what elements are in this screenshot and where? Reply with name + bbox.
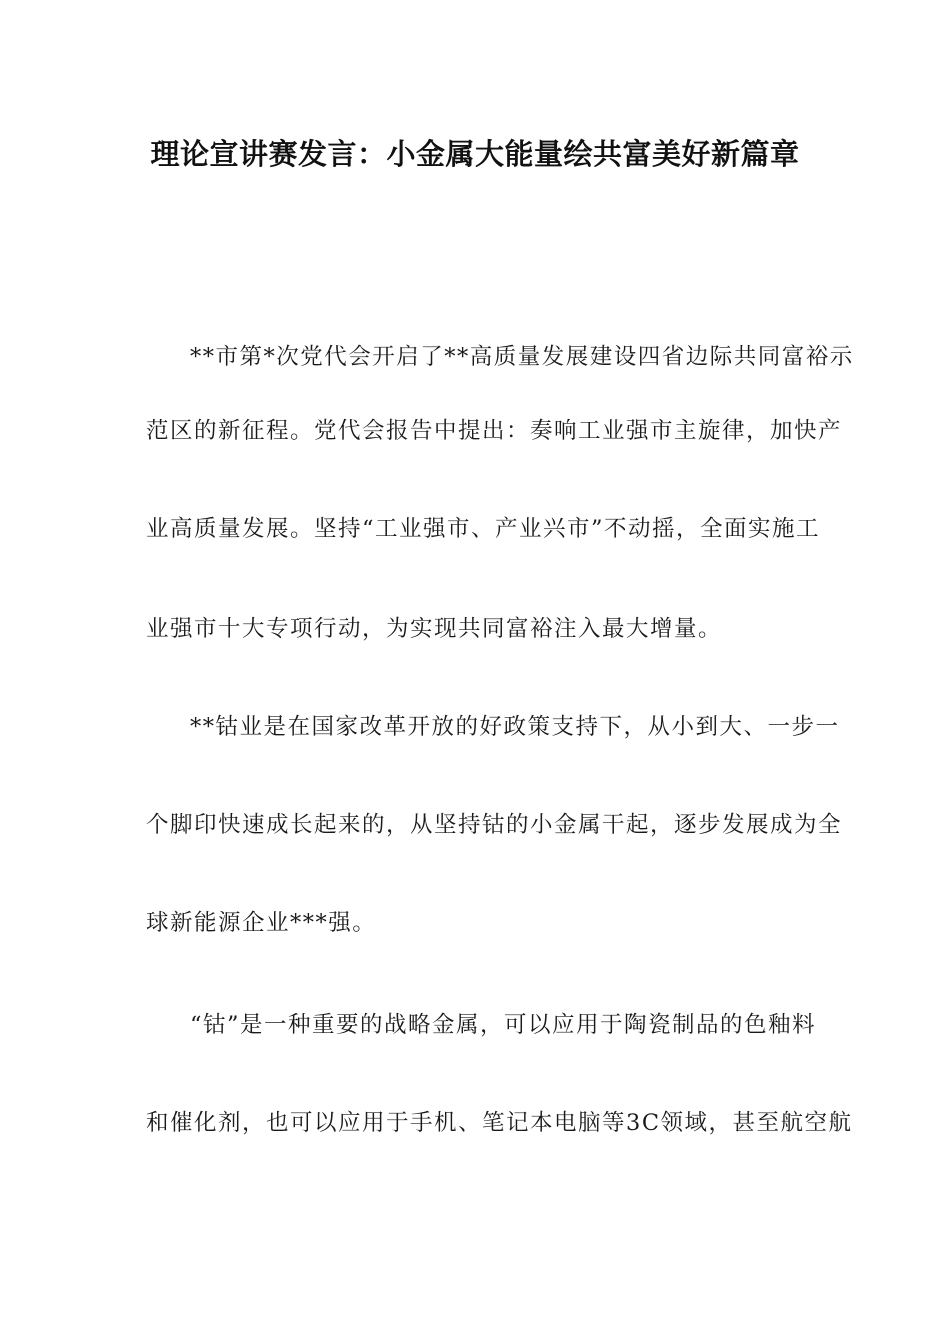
paragraph-3-line-1: “钴”是一种重要的战略金属，可以应用于陶瓷制品的色釉料 (190, 1012, 817, 1038)
paragraph-1-line-3: 业高质量发展。坚持“工业强市、产业兴市”不动摇，全面实施工 (146, 516, 821, 542)
paragraph-1-line-1: **市第*次党代会开启了**高质量发展建设四省边际共同富裕示 (190, 344, 854, 370)
paragraph-3-line-2: 和催化剂，也可以应用于手机、笔记本电脑等3C领域，甚至航空航 (146, 1110, 853, 1136)
paragraph-2-line-3: 球新能源企业***强。 (146, 910, 377, 936)
paragraph-1-line-4: 业强市十大专项行动，为实现共同富裕注入最大增量。 (146, 616, 723, 642)
paragraph-2-line-2: 个脚印快速成长起来的，从坚持钴的小金属干起，逐步发展成为全 (146, 812, 843, 838)
paragraph-1-line-2: 范区的新征程。党代会报告中提出：奏响工业强市主旋律，加快产 (146, 418, 843, 444)
document-title: 理论宣讲赛发言：小金属大能量绘共富美好新篇章 (150, 137, 800, 171)
paragraph-2-line-1: **钴业是在国家改革开放的好政策支持下，从小到大、一步一 (190, 714, 840, 740)
